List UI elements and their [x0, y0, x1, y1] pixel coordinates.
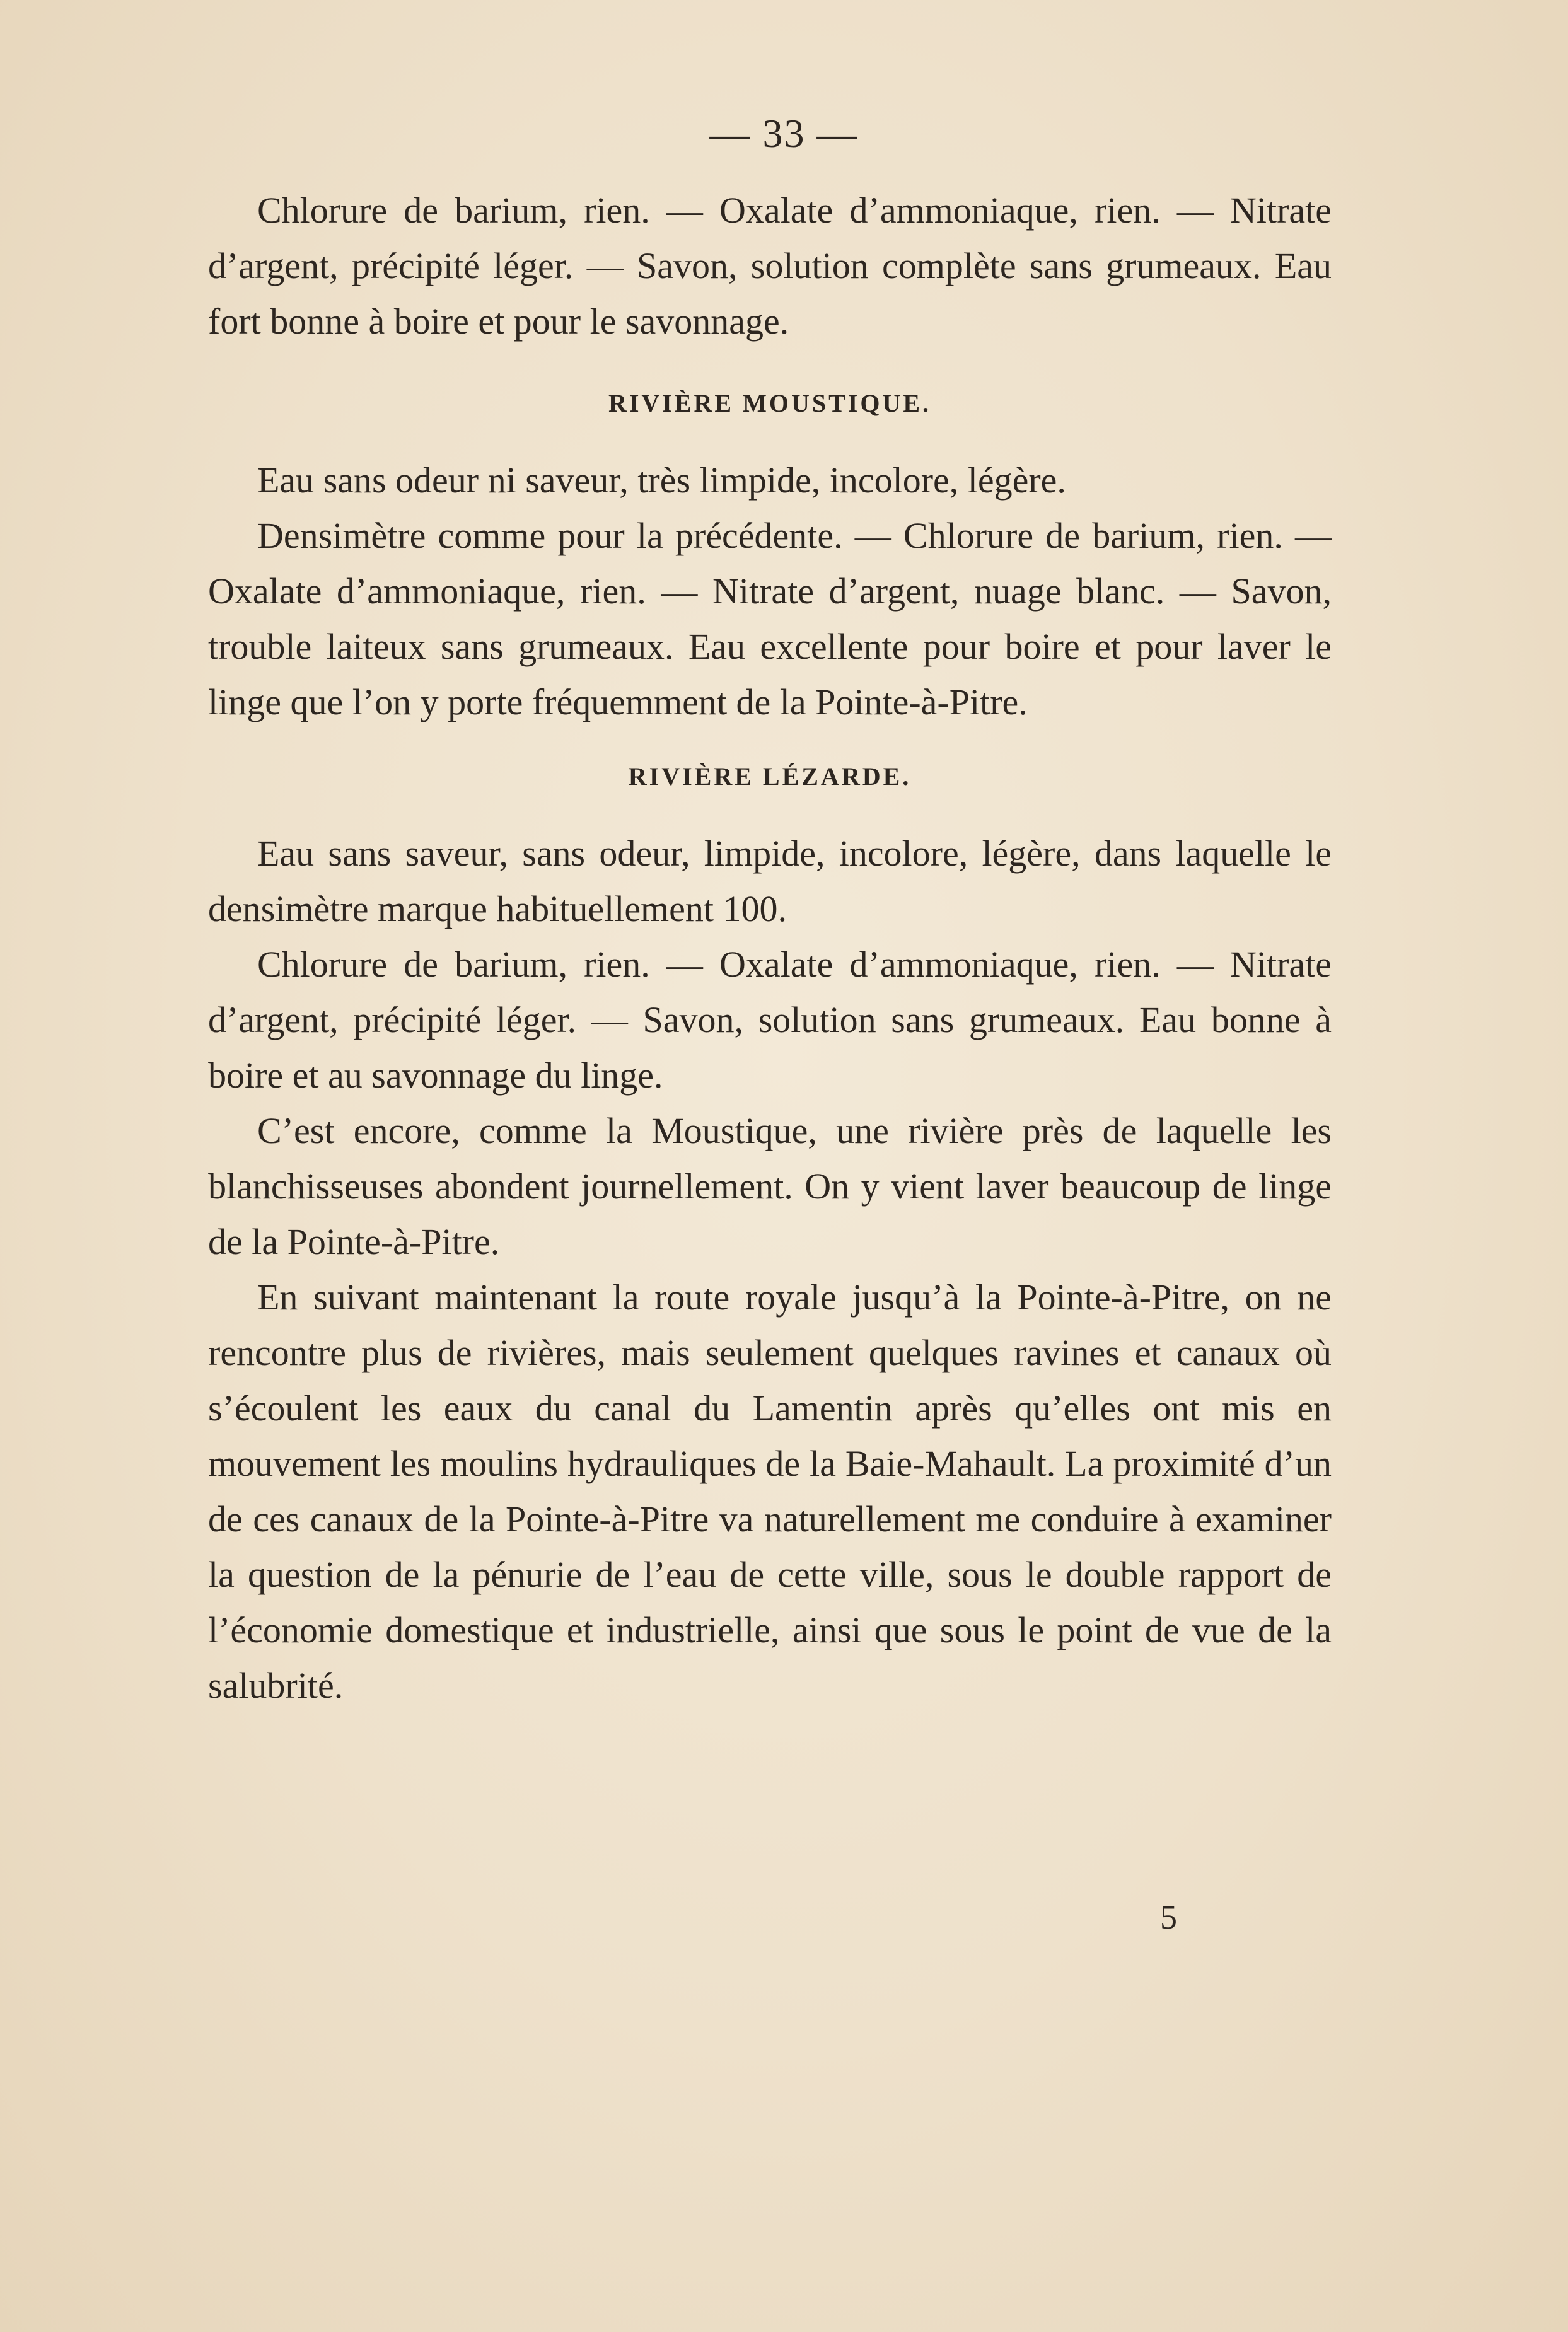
section-title-lezarde: RIVIÈRE LÉZARDE. [628, 762, 912, 791]
section-title-moustique: RIVIÈRE MOUSTIQUE. [608, 389, 932, 417]
paragraph-moustique-1: Eau sans odeur ni saveur, très limpide, incolore, légère. [257, 460, 1066, 501]
page-body [208, 183, 1332, 1714]
paragraph-lezarde-1: Eau sans saveur, sans odeur, limpide, incolore, légère, dans laquelle le densimètre marque habituellement 100. [208, 833, 1332, 929]
paragraph-moustique-2: Densimètre comme pour la précédente. — Chlorure de barium, rien. — Oxalate d’ammoniaque, rien. — Nitrate d’argent, nuage blanc. — Savon, trouble laiteux sans grumeaux. Eau excellente pour boire et pour laver le linge que l’on y porte fréquemment de la Pointe-à-Pitre. [208, 515, 1332, 722]
paragraph-lezarde-3: C’est encore, comme la Moustique, une rivière près de laquelle les blanchisseuses abondent journellement. On y vient laver beaucoup de linge de la Pointe-à-Pitre. [208, 1110, 1332, 1262]
paragraph-lezarde-2: Chlorure de barium, rien. — Oxalate d’ammoniaque, rien. — Nitrate d’argent, précipité léger. — Savon, solution sans grumeaux. Eau bonne à boire et au savonnage du linge. [208, 944, 1332, 1096]
signature-mark: 5 [1160, 1898, 1177, 1936]
paragraph-intro: Chlorure de barium, rien. — Oxalate d’ammoniaque, rien. — Nitrate d’argent, précipité léger. — Savon, solution complète sans grumeaux. Eau fort bonne à boire et pour le savonnage. [208, 190, 1332, 342]
paragraph-lezarde-4: En suivant maintenant la route royale jusqu’à la Pointe-à-Pitre, on ne rencontre plus de rivières, mais seulement quelques ravines et canaux où s’écoulent les eaux du canal du Lamentin après qu’elles ont mis en mouvement les moulins hydrauliques de la Baie-Mahault. La proximité d’un de ces canaux de la Pointe-à-Pitre va naturellement me conduire à examiner la question de la pénurie de l’eau de cette ville, sous le double rapport de l’économie domestique et industrielle, ainsi que sous le point de vue de la salubrité. [208, 1277, 1332, 1706]
page-number: — 33 — [709, 111, 859, 156]
